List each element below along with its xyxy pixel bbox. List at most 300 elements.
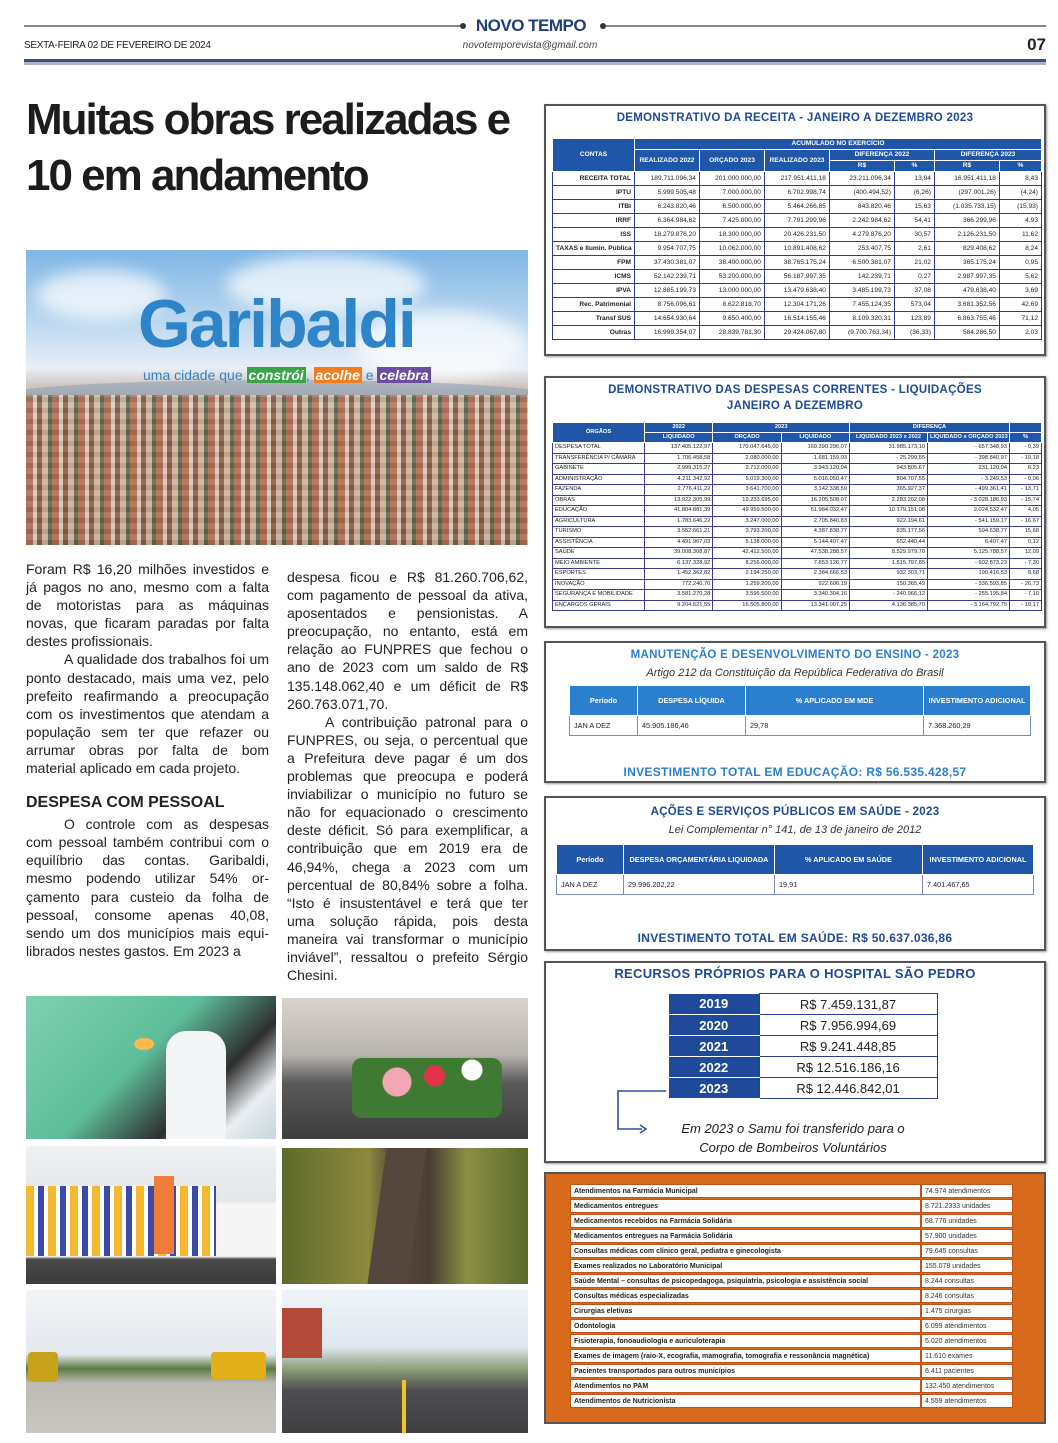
cell-value: 1.515.797,85 [850, 558, 928, 569]
cell-value: - 541.159,17 [928, 516, 1010, 527]
cell-value: 4,05 [1010, 506, 1042, 517]
despesas-panel [544, 376, 1046, 628]
cell-value: 3.142.338,59 [781, 485, 849, 496]
cell-value: (6,26) [894, 186, 934, 200]
cell-service: Medicamentos recebidos na Farmácia Solidária [570, 1214, 921, 1228]
tagline-separator: , [305, 367, 310, 383]
cell-year: 2022 [669, 1057, 759, 1078]
article-headline: Muitas obras realizadas e 10 em andamento [26, 95, 510, 200]
cell-conta: Rec. Patrimonial [553, 298, 635, 312]
cell-value: 16.205.508,07 [781, 495, 849, 506]
col-header-realizado-2022: REALIZADO 2022 [635, 150, 700, 172]
cell-value: 231.120,94 [928, 464, 1010, 475]
cell-value: 2.080.000,00 [713, 453, 781, 464]
cell-value: 6.500.000,00 [699, 200, 764, 214]
cell-value: 123,89 [894, 312, 934, 326]
col-header-liq-x-orcado: LIQUIDADO x ORÇADO 2023 [928, 433, 1010, 443]
saude-table [556, 844, 1034, 895]
building-orange-tower [154, 1176, 174, 1254]
cell-count: 4.559 atendimentos [921, 1394, 1013, 1408]
cell-value: 47.538.288,57 [781, 548, 849, 559]
cell-value: 3.793.200,00 [713, 527, 781, 538]
cell-count: 8.244 consultas [921, 1274, 1013, 1288]
table-row [553, 537, 1042, 548]
cell-value: - 3.164.792,75 [928, 600, 1010, 611]
col-header-diferenca-2022: DIFERENÇA 2022 [829, 150, 934, 161]
cell-conta: ICMS [553, 270, 635, 284]
cell-value: 8.109.320,31 [829, 312, 894, 326]
cell-value: (1.035.733,15) [934, 200, 999, 214]
cell-value: 3.712.000,00 [713, 464, 781, 475]
cell-value: 18.279.876,20 [635, 228, 700, 242]
despesas-table-body [553, 443, 1042, 611]
cell-value: 6.407,47 [928, 537, 1010, 548]
cell-value: 3,69 [999, 284, 1041, 298]
table-row [553, 242, 1042, 256]
cell-value: 1.706.458,58 [645, 453, 713, 464]
cell-value: - 0,39 [1010, 443, 1042, 454]
table-row [553, 298, 1042, 312]
cell-value: 2.194.250,00 [713, 569, 781, 580]
cell-service: Atendimentos na Farmácia Municipal [570, 1184, 921, 1198]
cell-value: 3.485.199,73 [829, 284, 894, 298]
cell-value: 12.885.199,73 [635, 284, 700, 298]
cell-count: 68.776 unidades [921, 1214, 1013, 1228]
table-row [553, 228, 1042, 242]
cell-conta: IPVA [553, 284, 635, 298]
table-row [557, 875, 1034, 895]
col-header-contas: CONTAS [553, 139, 635, 172]
cell-service: Cirurgias eletivas [570, 1304, 921, 1318]
table-row [553, 495, 1042, 506]
cell-count: 6.411 pacientes [921, 1364, 1013, 1378]
cell-orgao: INOVAÇÃO [553, 579, 645, 590]
cell-value: 4.279.876,20 [829, 228, 894, 242]
cell-value: 18.300.000,00 [699, 228, 764, 242]
cell-pct-saude: 19,91 [775, 875, 923, 895]
cell-amount: R$ 7.956.994,69 [759, 1015, 937, 1036]
cell-value: 7.455.124,35 [829, 298, 894, 312]
cell-value: 253.407,75 [829, 242, 894, 256]
cell-value: - 19,17 [1010, 600, 1042, 611]
cell-service: Exames realizados no Laboratório Municipal [570, 1259, 921, 1273]
col-header-orgaos: ÓRGÃOS [553, 423, 645, 443]
loader-machine [28, 1352, 58, 1382]
tagline-and: e [365, 367, 374, 383]
table-row [570, 1214, 1013, 1228]
table-row [553, 579, 1042, 590]
cell-value: - 19,18 [1010, 453, 1042, 464]
saude-total: INVESTIMENTO TOTAL EM SAÚDE: R$ 50.637.036,86 [637, 931, 953, 945]
cell-value: 922.194,61 [850, 516, 928, 527]
cell-value: 2.126.231,50 [934, 228, 999, 242]
cell-value: 366.299,96 [934, 214, 999, 228]
page-number: 07 [1027, 35, 1046, 54]
cell-count: 5.020 atendimentos [921, 1334, 1013, 1348]
cell-value: - 336.593,85 [928, 579, 1010, 590]
cell-value: 7.425.000,00 [699, 214, 764, 228]
atendimentos-table [570, 1183, 1013, 1409]
table-row [553, 256, 1042, 270]
table-row [553, 506, 1042, 517]
cell-value: (4,24) [999, 186, 1041, 200]
cell-value: 54,41 [894, 214, 934, 228]
cell-service: Atendimentos de Nutricionista [570, 1394, 921, 1408]
col-header-liquidado: LIQUIDADO [645, 433, 713, 443]
col-header-rs: R$ [934, 161, 999, 172]
cell-value: 137.405.122,97 [645, 443, 713, 454]
cell-value: 170.047.645,00 [713, 443, 781, 454]
cell-despesa-liquida: 45.905.186,46 [638, 716, 746, 736]
flowers [352, 1058, 502, 1118]
cell-conta: ITBI [553, 200, 635, 214]
cell-value: 932.303,71 [850, 569, 928, 580]
cell-value: 49.959.500,00 [713, 506, 781, 517]
newspaper-brand: NOVO TEMPO [475, 16, 587, 35]
cell-value: 3.681.352,56 [934, 298, 999, 312]
cell-year: 2019 [669, 994, 759, 1015]
table-row [553, 172, 1042, 186]
cell-value: 5.144.407,47 [781, 537, 849, 548]
cell-value: 6.137.328,92 [645, 558, 713, 569]
cell-value: 12.304.171,26 [764, 298, 829, 312]
col-header-pct: % [999, 161, 1041, 172]
cell-value: 14.654.930,64 [635, 312, 700, 326]
building-facade [26, 1186, 216, 1256]
contact-email[interactable]: novotemporevista@gmail.com [462, 40, 598, 51]
table-row [553, 200, 1042, 214]
cell-value: 2.987.997,35 [934, 270, 999, 284]
cell-value: - 240.966,12 [850, 590, 928, 601]
article-column-2 [287, 568, 528, 988]
cell-periodo: JAN A DEZ [570, 716, 638, 736]
cell-value: 772.240,70 [645, 579, 713, 590]
atendimentos-table-body [570, 1184, 1013, 1408]
cell-value: 8.622.818,70 [699, 298, 764, 312]
cell-value: - 25.299,55 [850, 453, 928, 464]
cell-value: (297.001,26) [934, 186, 999, 200]
cell-value: 584.286,50 [934, 326, 999, 340]
cell-value: - 3.028.186,93 [928, 495, 1010, 506]
cell-service: Consultas médicas especializadas [570, 1289, 921, 1303]
cell-count: 11.610 exames [921, 1349, 1013, 1363]
photo-dental-clinic [26, 996, 276, 1139]
cell-value: 829.408,62 [934, 242, 999, 256]
tag-acolhe: acolhe [315, 367, 360, 383]
cell-value: 150.365,49 [850, 579, 928, 590]
cell-value: - 499.361,41 [928, 485, 1010, 496]
table-row [553, 326, 1042, 340]
cell-value: 201.000.000,00 [699, 172, 764, 186]
col-header-investimento-adicional: INVESTIMENTO ADICIONAL [924, 686, 1031, 716]
cell-value: 16.514.155,46 [764, 312, 829, 326]
paragraph: Foram R$ 16,20 milhões investidos e já pagos no ano, mesmo com a falta de motoristas para as máquinas novas, que ficaram paradas por falta destes profissionais. [26, 561, 269, 650]
cell-conta: Outras [553, 326, 635, 340]
table-row [570, 716, 1031, 736]
col-header-liquidado: LIQUIDADO [781, 433, 849, 443]
cell-value: 42,69 [999, 298, 1041, 312]
cell-value: 15,63 [894, 200, 934, 214]
table-row [669, 1057, 937, 1078]
cell-value: 51.984.032,47 [781, 506, 849, 517]
cell-year: 2023 [669, 1078, 759, 1099]
cell-orgao: MEIO AMBIENTE [553, 558, 645, 569]
col-header-blank [1010, 423, 1042, 433]
table-row [570, 1319, 1013, 1333]
header-dot-left [460, 23, 466, 29]
cell-value: 922.606,19 [781, 579, 849, 590]
col-header-pct-mde: % APLICADO EM MDE [746, 686, 924, 716]
header-divider-shadow [24, 62, 1046, 65]
cell-value: 0,12 [1010, 537, 1042, 548]
cell-periodo: JAN A DEZ [557, 875, 624, 895]
cell-value: (15,93) [999, 200, 1041, 214]
cell-service: Medicamentos entregues [570, 1199, 921, 1213]
cell-value: - 13,71 [1010, 485, 1042, 496]
cell-value: 13.000.000,00 [699, 284, 764, 298]
hospital-table-body [669, 994, 937, 1099]
cell-year: 2020 [669, 1015, 759, 1036]
table-row [669, 994, 937, 1015]
despesas-table [552, 422, 1042, 611]
table-row [553, 186, 1042, 200]
city-tagline [143, 366, 431, 384]
cell-value: 1.681.159,03 [781, 453, 849, 464]
cell-value: 52.142.239,71 [635, 270, 700, 284]
cell-value: - 15,74 [1010, 495, 1042, 506]
table-row [553, 474, 1042, 485]
cell-value: 365.927,37 [850, 485, 928, 496]
col-header-diferenca-2023: DIFERENÇA 2023 [934, 150, 1041, 161]
cell-value: (400.494,52) [829, 186, 894, 200]
cell-value: 37.430.381,07 [635, 256, 700, 270]
hospital-panel [544, 961, 1046, 1163]
cell-count: 6.099 atendimentos [921, 1319, 1013, 1333]
ensino-total: INVESTIMENTO TOTAL EM EDUCAÇÃO: R$ 56.535.428,57 [623, 765, 967, 779]
cell-value: 5.999.505,48 [635, 186, 700, 200]
cell-count: 57.900 unidades [921, 1229, 1013, 1243]
samu-note-line1: Em 2023 o Samu foi transferido para o [681, 1121, 905, 1136]
paragraph: despesa ficou e R$ 81.260.706,62, com pagamento de pessoal da ativa, aposentados e pensionistas. A preocupação, no entanto, está em relação ao FUNPRES que fechou o ano de 2023 com um saldo de R$ 135.148.062,40 e um déficit de R$ 260.763.071,70. [287, 569, 528, 712]
cell-conta: ISS [553, 228, 635, 242]
cell-value: 8.529.979,70 [850, 548, 928, 559]
table-row [553, 569, 1042, 580]
cell-count: 8.721.2333 unidades [921, 1199, 1013, 1213]
cell-count: 74.974 atendimentos [921, 1184, 1013, 1198]
cell-orgao: FAZENDA [553, 485, 645, 496]
cell-value: 0,27 [894, 270, 934, 284]
col-header-investimento-adicional: INVESTIMENTO ADICIONAL [923, 845, 1034, 875]
cell-value: 479.638,40 [934, 284, 999, 298]
cell-value: 2.705.840,83 [781, 516, 849, 527]
cell-value: 8,24 [999, 242, 1041, 256]
receita-table [552, 138, 1042, 340]
photo-school-rendering [26, 1146, 276, 1284]
photo-paved-road-aerial [282, 1148, 528, 1284]
grader-machine [211, 1352, 266, 1380]
cell-value: 6.243.820,46 [635, 200, 700, 214]
cell-conta: IRRF [553, 214, 635, 228]
cell-amount: R$ 12.446.842,01 [759, 1078, 937, 1099]
cell-value: 53.200.000,00 [699, 270, 764, 284]
photo-road-works [26, 1290, 276, 1433]
cell-orgao: ADMINISTRAÇÃO [553, 474, 645, 485]
cell-value: - 398.840,97 [928, 453, 1010, 464]
cell-value: 71,12 [999, 312, 1041, 326]
cell-value: - 0,06 [1010, 474, 1042, 485]
cell-value: 6.863.755,46 [934, 312, 999, 326]
cell-value: 3.247.000,00 [713, 516, 781, 527]
table-row [553, 214, 1042, 228]
cell-value: 5.125.788,57 [928, 548, 1010, 559]
cell-value: 2.283.202,08 [850, 495, 928, 506]
cell-value: 13.341.007,25 [781, 600, 849, 611]
cell-value: 4.387.838,77 [781, 527, 849, 538]
cell-value: 10.062.000,00 [699, 242, 764, 256]
cell-conta: IPTU [553, 186, 635, 200]
cell-value: 2,03 [999, 326, 1041, 340]
cell-amount: R$ 12.516.186,16 [759, 1057, 937, 1078]
ensino-subtitle: Artigo 212 da Constituição da República Federativa do Brasil [646, 667, 944, 679]
table-row [553, 600, 1042, 611]
cell-value: - 16,67 [1010, 516, 1042, 527]
cell-value: 23.211.096,34 [829, 172, 894, 186]
cell-value: 8,68 [1010, 569, 1042, 580]
receita-table-body [553, 172, 1042, 340]
cell-value: 6,23 [1010, 464, 1042, 475]
cell-service: Medicamentos entregues na Farmácia Solidária [570, 1229, 921, 1243]
cell-value: 5.464.266,85 [764, 200, 829, 214]
despesas-title-line2: JANEIRO A DEZEMBRO [726, 400, 864, 412]
cell-value: 16.999.354,07 [635, 326, 700, 340]
col-header-pct-saude: % APLICADO EM SAÚDE [775, 845, 923, 875]
table-row [553, 548, 1042, 559]
table-row [553, 464, 1042, 475]
table-row [669, 1036, 937, 1057]
dental-lamp [134, 1038, 154, 1050]
cell-value: 7.653.126,77 [781, 558, 849, 569]
cell-value: 13,94 [894, 172, 934, 186]
col-header-pct: % [894, 161, 934, 172]
cell-value: 652.440,44 [850, 537, 928, 548]
cell-conta: RECEITA TOTAL [553, 172, 635, 186]
cell-service: Consultas médicas com clínico geral, pediatra e ginecologista [570, 1244, 921, 1258]
cell-value: - 3.249,53 [928, 474, 1010, 485]
table-row [553, 527, 1042, 538]
cell-value: 28.839.781,30 [699, 326, 764, 340]
cell-value: - 26,73 [1010, 579, 1042, 590]
tag-constroi: constrói [248, 367, 304, 383]
cell-value: 9.954.707,75 [635, 242, 700, 256]
road [367, 1148, 426, 1284]
cell-value: 6.500.381,07 [829, 256, 894, 270]
hospital-title: RECURSOS PRÓPRIOS PARA O HOSPITAL SÃO PEDRO [614, 966, 976, 981]
table-row [570, 1304, 1013, 1318]
table-row [553, 443, 1042, 454]
cell-amount: R$ 9.241.448,85 [759, 1036, 937, 1057]
col-header-periodo: Período [557, 845, 624, 875]
cell-value: 5,62 [999, 270, 1041, 284]
col-header-acumulado: ACUMULADO NO EXERCÍCIO [635, 139, 1042, 150]
cell-value: 38.765.175,24 [764, 256, 829, 270]
cell-value: 16.505.800,00 [713, 600, 781, 611]
cell-value: 3.340.304,16 [781, 590, 849, 601]
table-row [669, 1078, 937, 1099]
photo-city-street [282, 1290, 528, 1433]
cell-count: 8.246 consultas [921, 1289, 1013, 1303]
col-header-realizado-2023: REALIZADO 2023 [764, 150, 829, 172]
garibaldi-logo-text: Garibaldi [138, 286, 415, 362]
col-header-2023: 2023 [713, 423, 850, 433]
cell-value: 9.650.400,00 [699, 312, 764, 326]
cell-value: - 657.348,93 [928, 443, 1010, 454]
table-row [553, 485, 1042, 496]
despesas-title-line1: DEMONSTRATIVO DAS DESPESAS CORRENTES - LIQUIDAÇÕES [608, 384, 982, 396]
cell-value: 2.776.411,22 [645, 485, 713, 496]
tag-celebra: celebra [379, 367, 429, 383]
cell-service: Atendimentos no PAM [570, 1379, 921, 1393]
cell-value: 12,09 [1010, 548, 1042, 559]
samu-note-line2: Corpo de Bombeiros Voluntários [699, 1140, 887, 1155]
cell-value: 10.891.408,62 [764, 242, 829, 256]
table-row [570, 1394, 1013, 1408]
cell-value: 943.805,67 [850, 464, 928, 475]
cell-value: 4.136.385,70 [850, 600, 928, 611]
cell-value: 843.820,46 [829, 200, 894, 214]
cell-value: 804.707,55 [850, 474, 928, 485]
ensino-table [569, 685, 1031, 736]
cell-value: - 255.195,84 [928, 590, 1010, 601]
photo-flower-planters [282, 998, 528, 1139]
table-row [570, 1274, 1013, 1288]
cell-value: 8.756.096,61 [635, 298, 700, 312]
cell-value: 31.985.173,10 [850, 443, 928, 454]
cell-value: 19.233.695,00 [713, 495, 781, 506]
saude-subtitle: Lei Complementar n° 141, de 13 de janeiro de 2012 [668, 824, 922, 836]
cell-value: 4.211.342,92 [645, 474, 713, 485]
table-row [570, 1184, 1013, 1198]
red-house [282, 1308, 322, 1358]
table-row [669, 1015, 937, 1036]
cell-value: 37,08 [894, 284, 934, 298]
cell-conta: TAXAS e Ilumin. Pública [553, 242, 635, 256]
road-centerline [402, 1380, 406, 1433]
cell-value: 7.000.000,00 [699, 186, 764, 200]
table-row [553, 590, 1042, 601]
cell-value: 13.922.305,99 [645, 495, 713, 506]
article-column-1 [26, 560, 269, 988]
cell-value: - 7,10 [1010, 590, 1042, 601]
col-header-rs: R$ [829, 161, 894, 172]
cell-value: - 7,30 [1010, 558, 1042, 569]
cell-investimento-adicional: 7.401.467,65 [923, 875, 1034, 895]
cell-value: 13.479.638,40 [764, 284, 829, 298]
cell-value: 39.008.308,87 [645, 548, 713, 559]
col-header-periodo: Período [570, 686, 638, 716]
col-header-pct: % [1010, 433, 1042, 443]
cell-value: 9.204.621,55 [645, 600, 713, 611]
table-row [570, 1379, 1013, 1393]
col-header-liq-2023x2022: LIQUIDADO 2023 x 2022 [850, 433, 928, 443]
receita-title: DEMONSTRATIVO DA RECEITA - JANEIRO A DEZEMBRO 2023 [616, 112, 974, 124]
table-row [553, 558, 1042, 569]
cell-year: 2021 [669, 1036, 759, 1057]
cell-value: 3.581.270,28 [645, 590, 713, 601]
cell-value: 2.384.666,53 [781, 569, 849, 580]
table-row [570, 1364, 1013, 1378]
cell-value: 20.426.231,50 [764, 228, 829, 242]
cell-value: 1.452.362,82 [645, 569, 713, 580]
